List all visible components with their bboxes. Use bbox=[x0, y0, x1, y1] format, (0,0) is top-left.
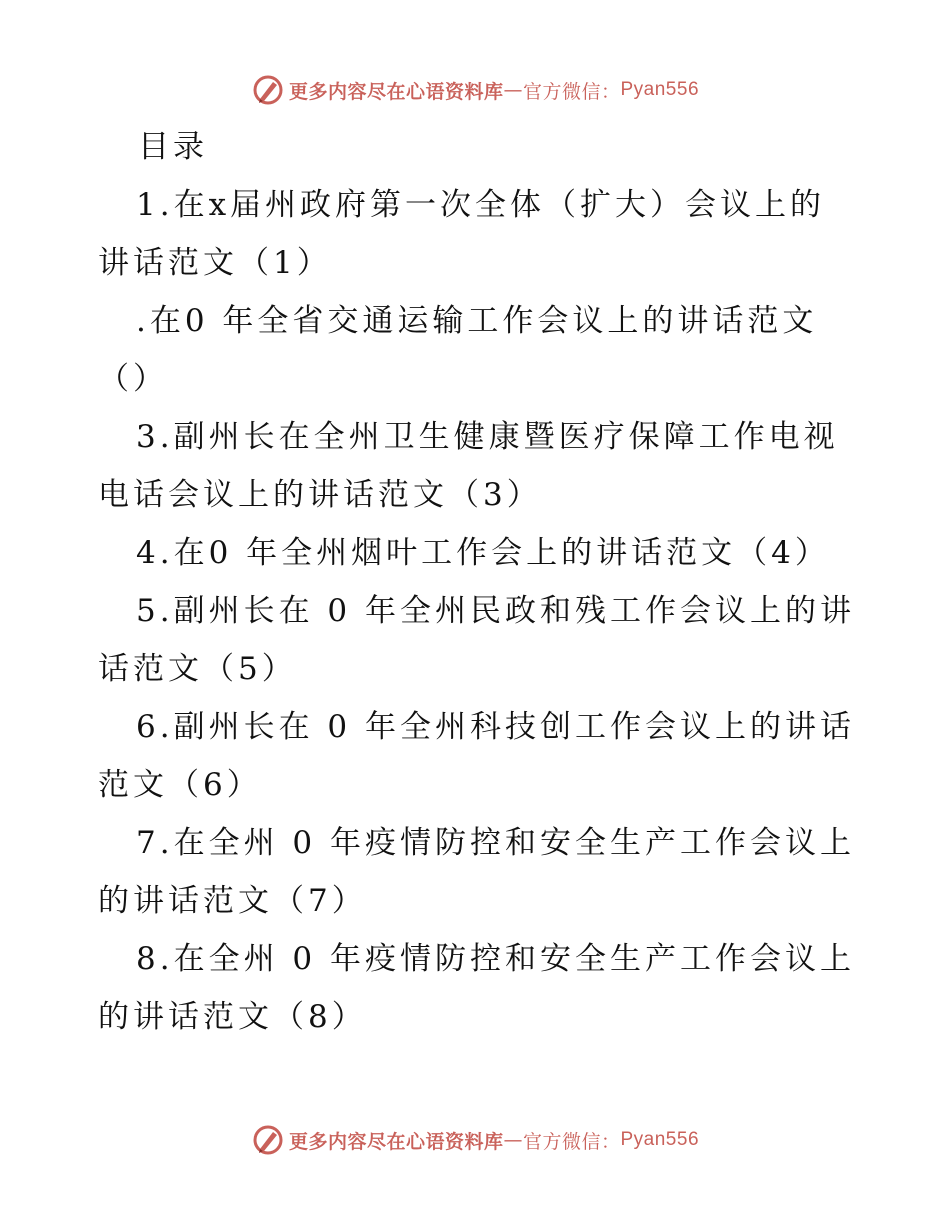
toc-entry: .在0 年全省交通运输工作会议上的讲话范文（） bbox=[98, 303, 818, 397]
toc-entry: 5.副州长在 0 年全州民政和残工作会议上的讲话范文（5） bbox=[98, 593, 856, 687]
toc-entry: 8.在全州 0 年疫情防控和安全生产工作会议上的讲话范文（8） bbox=[98, 941, 856, 1035]
toc-entry: 4.在0 年全州烟叶工作会上的讲话范文（4） bbox=[136, 535, 830, 571]
toc-title: 目录 bbox=[138, 129, 208, 165]
toc-entry: 7.在全州 0 年疫情防控和安全生产工作会议上的讲话范文（7） bbox=[98, 825, 856, 919]
banner-separator: — bbox=[503, 79, 523, 101]
banner-brand-text: 更多内容尽在心语资料库 bbox=[288, 1130, 504, 1153]
banner-separator: — bbox=[503, 1129, 523, 1151]
banner-brand-text: 更多内容尽在心语资料库 bbox=[288, 80, 504, 103]
toc-entry: 1.在x届州政府第一次全体（扩大）会议上的讲话范文（1） bbox=[98, 187, 826, 281]
banner-wechat-label: 官方微信： bbox=[522, 80, 621, 103]
toc-entry: 3.副州长在全州卫生健康暨医疗保障工作电视电话会议上的讲话范文（3） bbox=[98, 419, 839, 513]
banner-wechat-id: Pyan556 bbox=[620, 79, 700, 100]
pen-logo-icon bbox=[251, 73, 285, 107]
banner-wechat-label: 官方微信： bbox=[522, 1130, 621, 1153]
pen-logo-icon bbox=[251, 1123, 285, 1157]
banner-wechat-id: Pyan556 bbox=[620, 1129, 700, 1150]
document-body bbox=[98, 118, 858, 1046]
toc-entry: 6.副州长在 0 年全州科技创工作会议上的讲话范文（6） bbox=[98, 709, 856, 803]
header-watermark-banner bbox=[0, 70, 950, 110]
footer-watermark-banner bbox=[0, 1120, 950, 1160]
